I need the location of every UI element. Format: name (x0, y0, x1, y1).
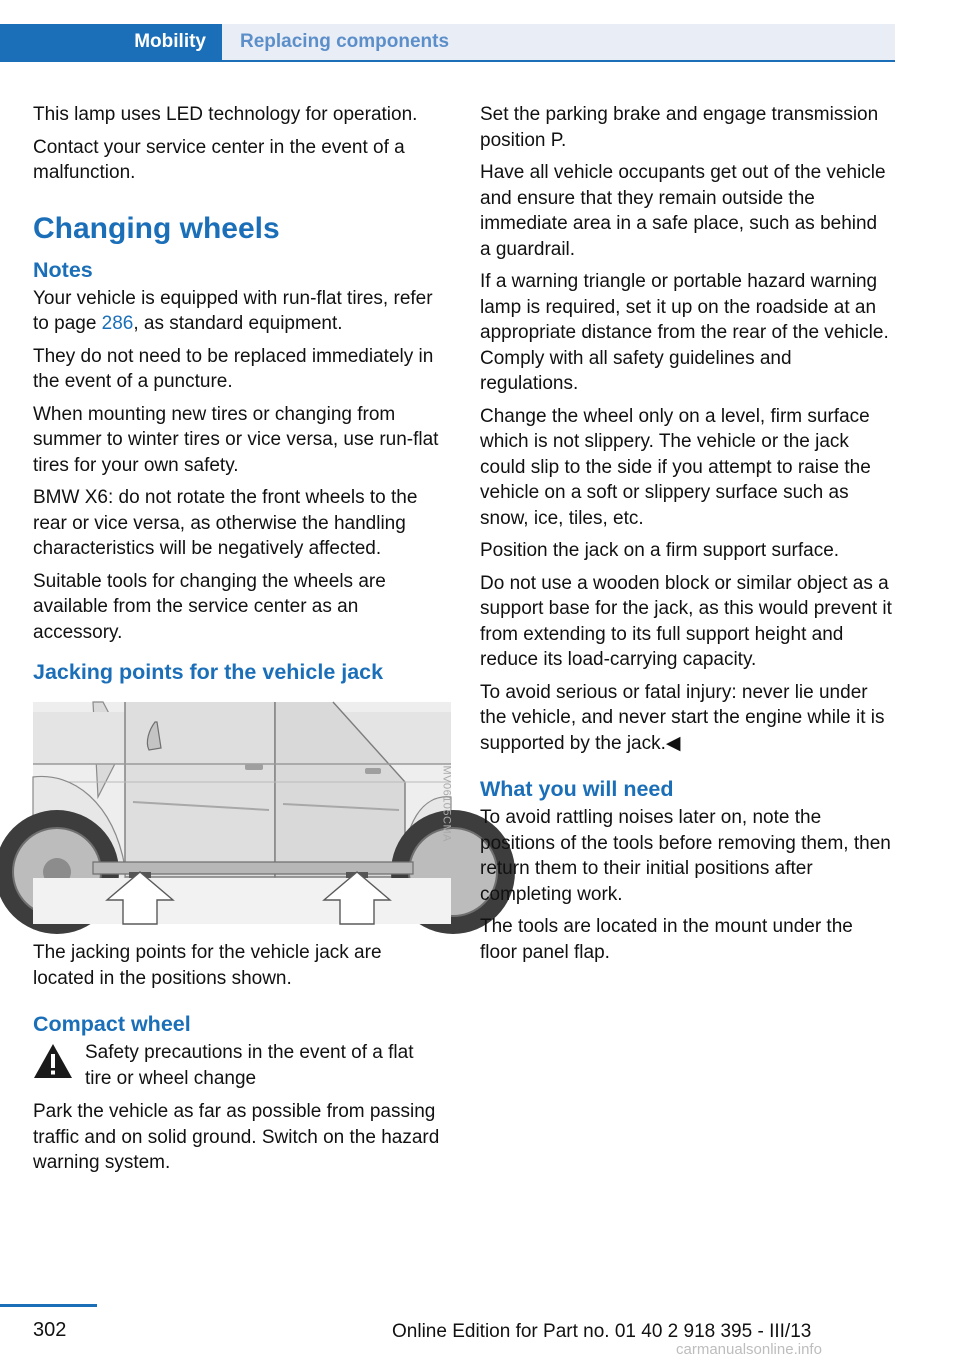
body-paragraph: Do not use a wooden block or similar object as a support base for the jack, as this would prevent it from extending to its full support height and reduce its load-carrying capacity. (480, 572, 892, 670)
page-header (0, 24, 895, 62)
page-reference-link[interactable]: 286 (101, 313, 134, 334)
subsection-tab-replacing-components[interactable]: Replacing components (222, 24, 895, 60)
edition-info: Online Edition for Part no. 01 40 2 918 395 - III/13 (392, 1321, 812, 1342)
body-paragraph: To avoid rattling noises later on, note the positions of the tools before removing them, then return them to their initial positions after completing work. (480, 807, 891, 905)
header-rule (0, 60, 895, 62)
footer-rule (0, 1304, 97, 1307)
notes-paragraph: BMW X6: do not rotate the front wheels to the rear or vice versa, as otherwise the handling characteristics will be negatively affected. (33, 487, 418, 559)
body-paragraph: Change the wheel only on a level, firm surface which is not slippery. The vehicle or the jack could slip to the side if you attempt to raise the vehicle on a soft or slippery surface such as snow, ice, tiles, etc. (480, 405, 871, 529)
heading-notes: Notes (33, 257, 93, 282)
jacking-caption: The jacking points for the vehicle jack are located in the positions shown. (33, 942, 382, 989)
intro-paragraph: This lamp uses LED technology for operation. (33, 104, 418, 125)
body-paragraph: Position the jack on a firm support surface. (480, 540, 840, 561)
section-tab-mobility[interactable]: Mobility (0, 24, 222, 60)
warning-triangle-icon (33, 1043, 73, 1079)
figure-code: MV06105CMA (441, 765, 453, 842)
safety-warning (33, 1040, 445, 1091)
notes-paragraph (33, 286, 445, 337)
compact-wheel-paragraph: Park the vehicle as far as possible from passing traffic and on solid ground. Switch on the hazard warning system. (33, 1101, 440, 1173)
heading-jacking-points: Jacking points for the vehicle jack (33, 660, 384, 684)
vehicle-side-illustration (33, 702, 451, 924)
notes-paragraph: They do not need to be replaced immediately in the event of a puncture. (33, 345, 434, 392)
heading-changing-wheels: Changing wheels (33, 211, 280, 245)
intro-paragraph: Contact your service center in the event of a malfunction. (33, 136, 405, 183)
jacking-points-figure (33, 702, 451, 924)
body-paragraph: Set the parking brake and engage transmission position P. (480, 104, 879, 151)
heading-what-you-will-need: What you will need (480, 777, 674, 801)
heading-compact-wheel: Compact wheel (33, 1012, 191, 1036)
notes-text: , as standard equipment. (133, 313, 343, 334)
notes-paragraph: When mounting new tires or changing from summer to winter tires or vice versa, use run-flat tires for your own safety. (33, 403, 439, 476)
body-paragraph: Have all vehicle occupants get out of the vehicle and ensure that they remain outside the immediate area in a safe place, such as behind a guardrail. (480, 162, 886, 260)
right-column (480, 102, 892, 972)
body-paragraph: The tools are located in the mount under the floor panel flap. (480, 916, 853, 963)
page-number: 302 (33, 1319, 67, 1341)
notes-text: Your vehicle is equipped with run-flat tires, refer to page (33, 287, 433, 334)
warning-text: Safety precautions in the event of a flat tire or wheel change (85, 1042, 414, 1089)
notes-paragraph: Suitable tools for changing the wheels are available from the service center as an accessory. (33, 570, 386, 643)
body-paragraph: If a warning triangle or portable hazard warning lamp is required, set it up on the roadside at an appropriate distance from the rear of the vehicle. Comply with all safety guidelines and regulations. (480, 271, 889, 394)
site-watermark: carmanualsonline.info (676, 1341, 822, 1358)
left-column (33, 102, 453, 1183)
body-paragraph: To avoid serious or fatal injury: never lie under the vehicle, and never start the engine while it is supported by the jack.◀ (480, 681, 885, 754)
